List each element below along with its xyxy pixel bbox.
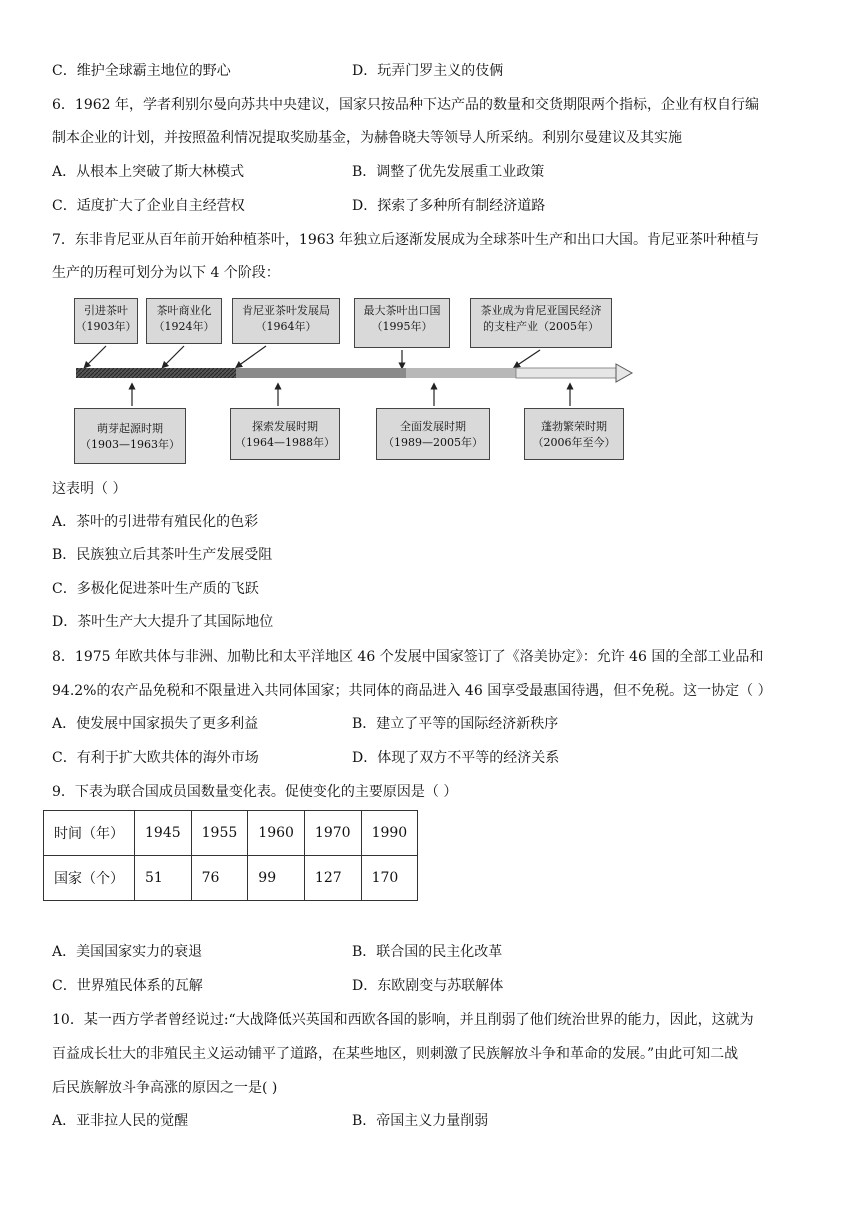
row-label: 时间（年） xyxy=(44,811,135,856)
table-cell: 1945 xyxy=(135,811,192,856)
q10-option-a: A．亚非拉人民的觉醒 xyxy=(52,1113,189,1129)
stage-box: 萌芽起源时期 （1903—1963年） xyxy=(74,408,186,464)
table-cell: 1955 xyxy=(191,811,248,856)
q5-option-c: C．维护全球霸主地位的野心 xyxy=(52,63,231,79)
q10-stem-line1: 10．某一西方学者曾经说过:“大战降低兴英国和西欧各国的影响，并且削弱了他们统治世界的能力，因此，这就为 xyxy=(52,1012,754,1028)
q6-stem-line1: 6．1962 年，学者利别尔曼向苏共中央建议，国家只按品种下达产品的数量和交货期限两个指标，企业有权自行编 xyxy=(52,97,759,113)
q8-option-d: D．体现了双方不平等的经济关系 xyxy=(352,750,560,766)
table-cell: 1990 xyxy=(361,811,418,856)
q9-stem: 9．下表为联合国成员国数量变化表。促使变化的主要原因是（ ） xyxy=(52,784,458,800)
table-cell: 51 xyxy=(135,856,192,901)
q7-option-c: C．多极化促进茶叶生产质的飞跃 xyxy=(52,581,259,597)
q8-option-c: C．有利于扩大欧共体的海外市场 xyxy=(52,750,259,766)
q6-option-d: D．探索了多种所有制经济道路 xyxy=(352,198,546,214)
q10-stem-line2: 百益成长壮大的非殖民主义运动铺平了道路，在某些地区，则刺激了民族解放斗争和革命的发展。”由此可知二战 xyxy=(52,1046,739,1062)
un-membership-table xyxy=(43,810,418,901)
q6-option-b: B．调整了优先发展重工业政策 xyxy=(352,164,545,180)
q7-option-d: D．茶叶生产大大提升了其国际地位 xyxy=(52,614,274,630)
event-box: 引进茶叶 （1903年） xyxy=(74,298,138,344)
q8-option-a: A．使发展中国家损失了更多利益 xyxy=(52,716,259,732)
q10-stem-line3: 后民族解放斗争高涨的原因之一是( ) xyxy=(52,1080,278,1096)
stage-box: 全面发展时期 （1989—2005年） xyxy=(376,408,490,460)
q10-option-b: B．帝国主义力量削弱 xyxy=(352,1113,489,1129)
event-box: 肯尼亚茶叶发展局 （1964年） xyxy=(232,298,340,344)
q7-stem-line2: 生产的历程可划分为以下 4 个阶段： xyxy=(52,265,280,281)
stage-box: 蓬勃繁荣时期 （2006年至今） xyxy=(524,408,624,460)
row-label: 国家（个） xyxy=(44,856,135,901)
q8-option-b: B．建立了平等的国际经济新秩序 xyxy=(352,716,559,732)
q8-stem-line2: 94.2%的农产品免税和不限量进入共同体国家；共同体的商品进入 46 国享受最惠国待遇，但不免税。这一协定（ ） xyxy=(52,683,772,699)
q9-option-a: A．美国国家实力的衰退 xyxy=(52,944,203,960)
q9-option-c: C．世界殖民体系的瓦解 xyxy=(52,978,203,994)
table-row xyxy=(44,856,418,901)
q9-option-d: D．东欧剧变与苏联解体 xyxy=(352,978,504,994)
table-cell: 1960 xyxy=(248,811,305,856)
event-box: 茶叶商业化 （1924年） xyxy=(146,298,222,344)
stage-box: 探索发展时期 （1964—1988年） xyxy=(230,408,340,460)
q9-option-b: B．联合国的民主化改革 xyxy=(352,944,503,960)
table-cell: 76 xyxy=(191,856,248,901)
table-cell: 170 xyxy=(361,856,418,901)
q5-option-d: D．玩弄门罗主义的伎俩 xyxy=(352,63,504,79)
event-box: 最大茶叶出口国 （1995年） xyxy=(354,298,450,348)
table-cell: 127 xyxy=(304,856,361,901)
q8-stem-line1: 8．1975 年欧共体与非洲、加勒比和太平洋地区 46 个发展中国家签订了《洛美协定》：允许 46 国的全部工业品和 xyxy=(52,649,764,665)
q7-option-a: A．茶叶的引进带有殖民化的色彩 xyxy=(52,514,259,530)
q7-followup: 这表明（ ） xyxy=(52,481,127,497)
q6-option-c: C．适度扩大了企业自主经营权 xyxy=(52,198,245,214)
table-cell: 1970 xyxy=(304,811,361,856)
tea-timeline-figure xyxy=(70,292,640,470)
q6-stem-line2: 制本企业的计划，并按照盈利情况提取奖励基金，为赫鲁晓夫等领导人所采纳。利别尔曼建议及其实施 xyxy=(52,130,682,146)
event-box: 茶业成为肯尼亚国民经济 的支柱产业（2005年） xyxy=(470,298,612,348)
table-row xyxy=(44,811,418,856)
q6-option-a: A．从根本上突破了斯大林模式 xyxy=(52,164,245,180)
q7-option-b: B．民族独立后其茶叶生产发展受阻 xyxy=(52,547,273,563)
table-cell: 99 xyxy=(248,856,305,901)
q7-stem-line1: 7．东非肯尼亚从百年前开始种植茶叶，1963 年独立后逐渐发展成为全球茶叶生产和出口大国。肯尼亚茶叶种植与 xyxy=(52,232,759,248)
